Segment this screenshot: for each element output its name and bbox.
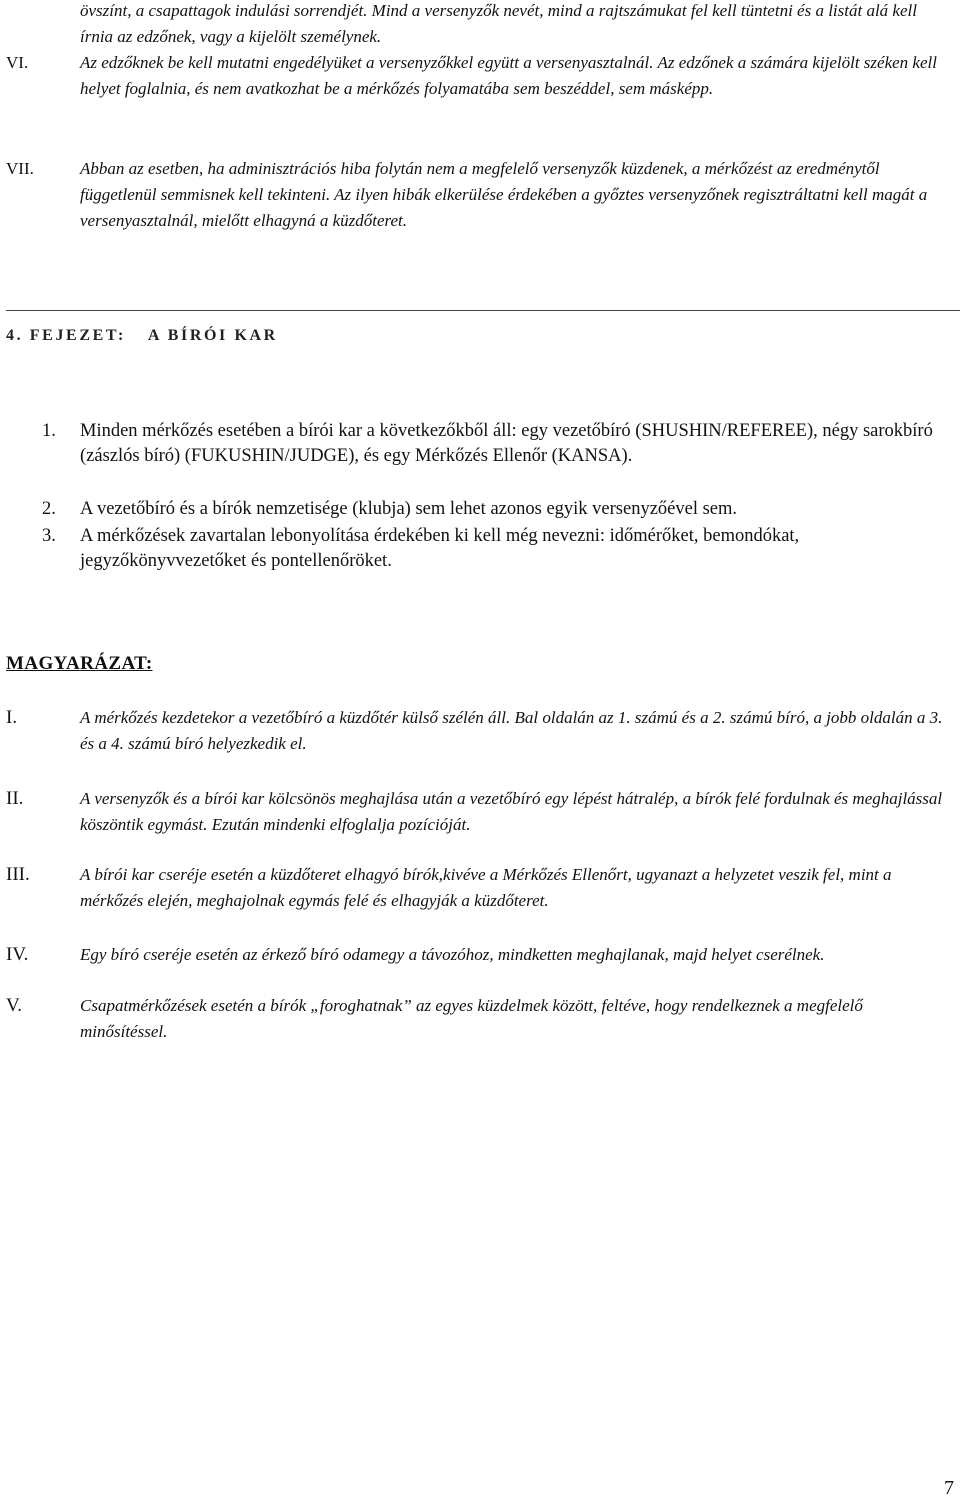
rule-number: VII. <box>6 159 34 178</box>
explanation-number: V. <box>6 995 23 1016</box>
explanation-text: Egy bíró cseréje esetén az érkező bíró odamegy a távozóhoz, mindketten meghajlanak, majd helyet cserélnek. <box>80 945 825 964</box>
explanation-number: IV. <box>6 944 29 965</box>
rule-text: Abban az esetben, ha adminisztrációs hiba folytán nem a megfelelő versenyzők küzdenek, a mérkőzést az eredménytől függetlenül semmisnek kell tekinteni. Az ilyen hibák elkerülése érdekében a győztes versenyzőnek regisztráltatni kell magát a versenyasztalnál, mielőtt elhagyná a küzdőteret. <box>80 159 928 230</box>
explanation-number: I. <box>6 707 18 728</box>
chapter-title: A BÍRÓI KAR <box>147 327 278 344</box>
explanation-text: A versenyzők és a bírói kar kölcsönös meghajlása után a vezetőbíró egy lépést hátralép, a bírók felé fordulnak és meghajlással köszöntik egymást. Ezután mindenki elfoglalja pozícióját. <box>80 789 943 834</box>
page-number: 7 <box>944 1477 954 1499</box>
intro-text: övszínt, a csapattagok indulási sorrendjét. Mind a versenyzők nevét, mind a rajtszámukat fel kell tüntetni és a listát alá kell írnia az edzőnek, vagy a kijelölt személynek. <box>80 1 917 46</box>
item-text: A vezetőbíró és a bírók nemzetisége (klubja) sem lehet azonos egyik versenyzőével sem. <box>80 499 738 519</box>
explanation-text: A bírói kar cseréje esetén a küzdőteret elhagyó bírók,kivéve a Mérkőzés Ellenőrt, ugyanazt a helyzetet veszik fel, mint a mérkőzés elején, meghajolnak egymás felé és elhagyják a küzdőteret. <box>80 865 892 910</box>
item-number: 1. <box>42 421 56 441</box>
rule-text: Az edzőknek be kell mutatni engedélyüket a versenyzőkkel együtt a versenyasztalnál. Az edzőnek a számára kijelölt széken kell helyet foglalnia, és nem avatkozhat be a mérkőzés folyamatába sem beszéddel, sem másképp. <box>80 53 937 98</box>
chapter-divider <box>6 310 960 311</box>
explanation-heading: MAGYARÁZAT: <box>6 653 153 674</box>
item-text: Minden mérkőzés esetében a bírói kar a következőkből áll: egy vezetőbíró (SHUSHIN/REFEREE), négy sarokbíró (zászlós bíró) (FUKUSHIN/JUDGE), és egy Mérkőzés Ellenőr (KANSA). <box>80 421 933 466</box>
explanation-number: III. <box>6 864 30 885</box>
rule-number: VI. <box>6 53 29 72</box>
chapter-heading <box>6 327 278 345</box>
explanation-text: Csapatmérkőzések esetén a bírók „foroghatnak” az egyes küzdelmek között, feltéve, hogy rendelkeznek a megfelelő minősítéssel. <box>80 996 863 1041</box>
item-number: 3. <box>42 526 56 546</box>
explanation-text: A mérkőzés kezdetekor a vezetőbíró a küzdőtér külső szélén áll. Bal oldalán az 1. számú és a 2. számú bíró, a jobb oldalán a 3. és a 4. számú bíró helyezkedik el. <box>80 708 943 753</box>
item-text: A mérkőzések zavartalan lebonyolítása érdekében ki kell még nevezni: időmérőket, bemondókat, jegyzőkönyvvezetőket és pontellenőröket. <box>80 526 800 571</box>
chapter-number: 4. FEJEZET: <box>6 327 126 344</box>
explanation-number: II. <box>6 788 24 809</box>
item-number: 2. <box>42 499 56 519</box>
